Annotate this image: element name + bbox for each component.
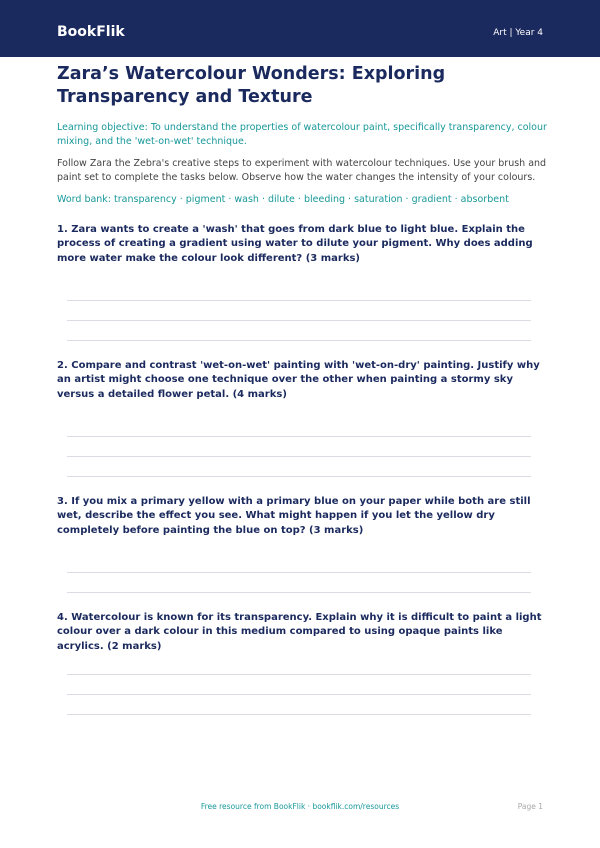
- answer-line[interactable]: [67, 320, 531, 321]
- answer-line[interactable]: [67, 300, 531, 301]
- question-3: 3. If you mix a primary yellow with a primary blue on your paper while both are still wet, describe the effect you see. What might happen if you let the yellow dry completely before painting the blue on top? (3 marks): [57, 496, 531, 536]
- question-4: 4. Watercolour is known for its transparency. Explain why it is difficult to paint a light colour over a dark colour in this medium compared to using opaque paints like acrylics. (2 marks): [57, 612, 542, 652]
- brand-logo[interactable]: BookFlik: [57, 24, 125, 40]
- subject-year-label: Art | Year 4: [493, 28, 543, 38]
- word-bank: Word bank: transparency · pigment · wash · dilute · bleeding · saturation · gradient · absorbent: [57, 194, 509, 205]
- question-1: 1. Zara wants to create a 'wash' that goes from dark blue to light blue. Explain the process of creating a gradient using water to dilute your pigment. Why does adding more water make the colour look different? (3 marks): [57, 224, 533, 264]
- answer-line[interactable]: [67, 456, 531, 457]
- footer-resource-link[interactable]: Free resource from BookFlik · bookflik.com/resources: [200, 802, 400, 811]
- answer-line[interactable]: [67, 340, 531, 341]
- answer-line[interactable]: [67, 592, 531, 593]
- answer-line[interactable]: [67, 714, 531, 715]
- page-number: Page 1: [517, 802, 543, 811]
- answer-line[interactable]: [67, 436, 531, 437]
- answer-line[interactable]: [67, 572, 531, 573]
- worksheet-title: Zara’s Watercolour Wonders: Exploring Transparency and Texture: [57, 64, 446, 107]
- learning-objective: Learning objective: To understand the properties of watercolour paint, specifically transparency, colour mixing, and the 'wet-on-wet' technique.: [57, 122, 547, 147]
- header-bar: [0, 0, 600, 57]
- question-2: 2. Compare and contrast 'wet-on-wet' painting with 'wet-on-dry' painting. Justify why an artist might choose one technique over the other when painting a stormy sky versus a detailed flower petal. (4 marks): [57, 360, 540, 400]
- answer-line[interactable]: [67, 674, 531, 675]
- intro-paragraph: Follow Zara the Zebra's creative steps to experiment with watercolour techniques. Use your brush and paint set to complete the tasks below. Observe how the water changes the intensity of your colours.: [57, 158, 547, 183]
- answer-line[interactable]: [67, 694, 531, 695]
- answer-line[interactable]: [67, 476, 531, 477]
